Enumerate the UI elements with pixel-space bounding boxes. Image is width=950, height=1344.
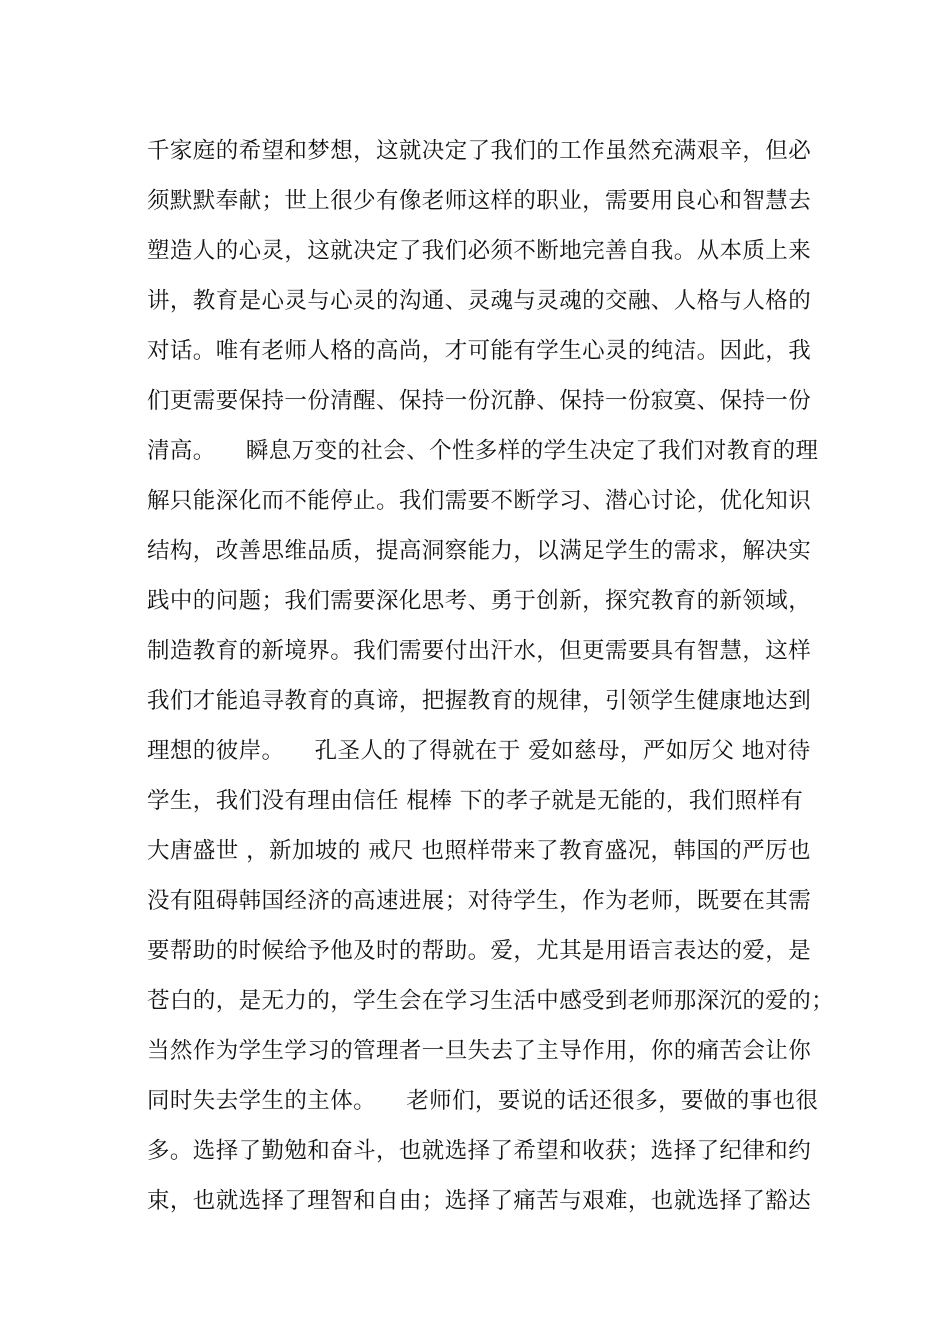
text-line: 同时失去学生的主体。 老师们，要说的话还很多，要做的事也很	[147, 1088, 819, 1114]
text-line: 束，也就选择了理智和自由；选择了痛苦与艰难，也就选择了豁达	[147, 1188, 812, 1214]
text-line: 苍白的，是无力的，学生会在学习生活中感受到老师那深沉的爱的；	[147, 988, 835, 1014]
text-line: 学生，我们没有理由信任 棍棒 下的孝子就是无能的，我们照样有	[147, 788, 804, 814]
text-line: 对话。唯有老师人格的高尚，才可能有学生心灵的纯洁。因此，我	[147, 338, 812, 364]
text-line: 结构，改善思维品质，提高洞察能力，以满足学生的需求，解决实	[147, 538, 812, 564]
text-line: 制造教育的新境界。我们需要付出汗水，但更需要具有智慧，这样	[147, 638, 812, 664]
text-line: 没有阻碍韩国经济的高速进展；对待学生，作为老师，既要在其需	[147, 888, 812, 914]
text-line: 须默默奉献；世上很少有像老师这样的职业，需要用良心和智慧去	[147, 188, 812, 214]
text-line: 我们才能追寻教育的真谛，把握教育的规律，引领学生健康地达到	[147, 688, 812, 714]
body-text	[147, 126, 835, 1226]
text-line: 解只能深化而不能停止。我们需要不断学习、潜心讨论，优化知识	[147, 488, 812, 514]
text-line: 要帮助的时候给予他及时的帮助。爱，尤其是用语言表达的爱，是	[147, 938, 812, 964]
text-line: 讲，教育是心灵与心灵的沟通、灵魂与灵魂的交融、人格与人格的	[147, 288, 812, 314]
text-line: 当然作为学生学习的管理者一旦失去了主导作用，你的痛苦会让你	[147, 1038, 812, 1064]
text-line: 们更需要保持一份清醒、保持一份沉静、保持一份寂寞、保持一份	[147, 388, 812, 414]
text-line: 多。选择了勤勉和奋斗，也就选择了希望和收获；选择了纪律和约	[147, 1138, 812, 1164]
text-line: 践中的问题；我们需要深化思考、勇于创新，探究教育的新领域，	[147, 588, 812, 614]
text-line: 大唐盛世 ，新加坡的 戒尺 也照样带来了教育盛况，韩国的严厉也	[147, 838, 811, 864]
text-line: 理想的彼岸。 孔圣人的了得就在于 爱如慈母，严如厉父 地对待	[147, 738, 811, 764]
text-line: 塑造人的心灵，这就决定了我们必须不断地完善自我。从本质上来	[147, 238, 812, 264]
text-line: 千家庭的希望和梦想，这就决定了我们的工作虽然充满艰辛，但必	[147, 138, 812, 164]
text-line: 清高。 瞬息万变的社会、个性多样的学生决定了我们对教育的理	[147, 438, 819, 464]
